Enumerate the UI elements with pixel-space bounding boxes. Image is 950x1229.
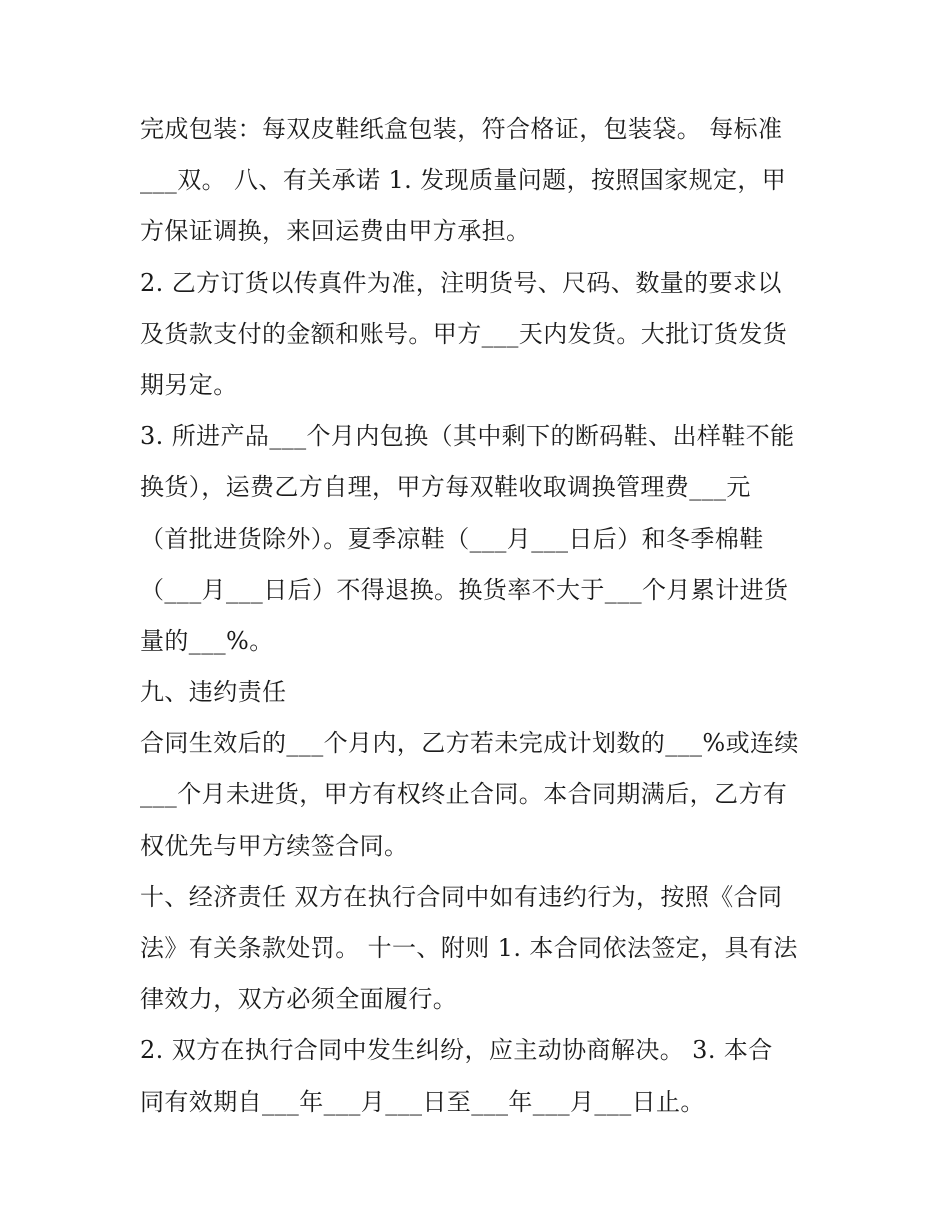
text-line: （___月___日后）不得退换。换货率不大于___个月累计进货 — [140, 575, 789, 604]
text-line: 完成包装：每双皮鞋纸盒包装，符合格证，包装袋。 每标准 — [140, 115, 783, 143]
text-line: 3. 所进产品___个月内包换（其中剩下的断码鞋、出样鞋不能 — [140, 422, 795, 451]
text-line: 换货），运费乙方自理，甲方每双鞋收取调换管理费___元 — [140, 473, 751, 502]
text-line: 量的___%。 — [140, 626, 274, 655]
text-line: 2. 双方在执行合同中发生纠纷，应主动协商解决。 3. 本合 — [140, 1036, 773, 1065]
text-line: ___个月未进货，甲方有权终止合同。本合同期满后，乙方有 — [140, 780, 788, 809]
text-line: 律效力，双方必须全面履行。 — [140, 985, 458, 1014]
text-line: 同有效期自___年___月___日至___年___月___日止。 — [140, 1087, 705, 1116]
text-line: 方保证调换，来回运费由甲方承担。 — [140, 217, 531, 246]
text-line: ___双。 八、有关承诺 1. 发现质量问题，按照国家规定，甲 — [140, 166, 787, 195]
section-heading: 九、违约责任 — [140, 678, 287, 707]
text-line: 及货款支付的金额和账号。甲方___天内发货。大批订货发货 — [140, 319, 788, 348]
text-line: 期另定。 — [140, 370, 238, 399]
text-line: （首批进货除外）。夏季凉鞋（___月___日后）和冬季棉鞋 — [140, 524, 764, 553]
text-line: 法》有关条款处罚。 十一、附则 1. 本合同依法签定，具有法 — [140, 934, 798, 962]
text-line: 合同生效后的___个月内，乙方若未完成计划数的___%或连续 — [140, 729, 799, 758]
text-line: 2. 乙方订货以传真件为准，注明货号、尺码、数量的要求以 — [140, 268, 782, 297]
text-line: 权优先与甲方续签合同。 — [140, 831, 409, 860]
text-line: 十、经济责任 双方在执行合同中如有违约行为，按照《合同 — [140, 882, 783, 911]
document-body — [140, 104, 812, 1128]
